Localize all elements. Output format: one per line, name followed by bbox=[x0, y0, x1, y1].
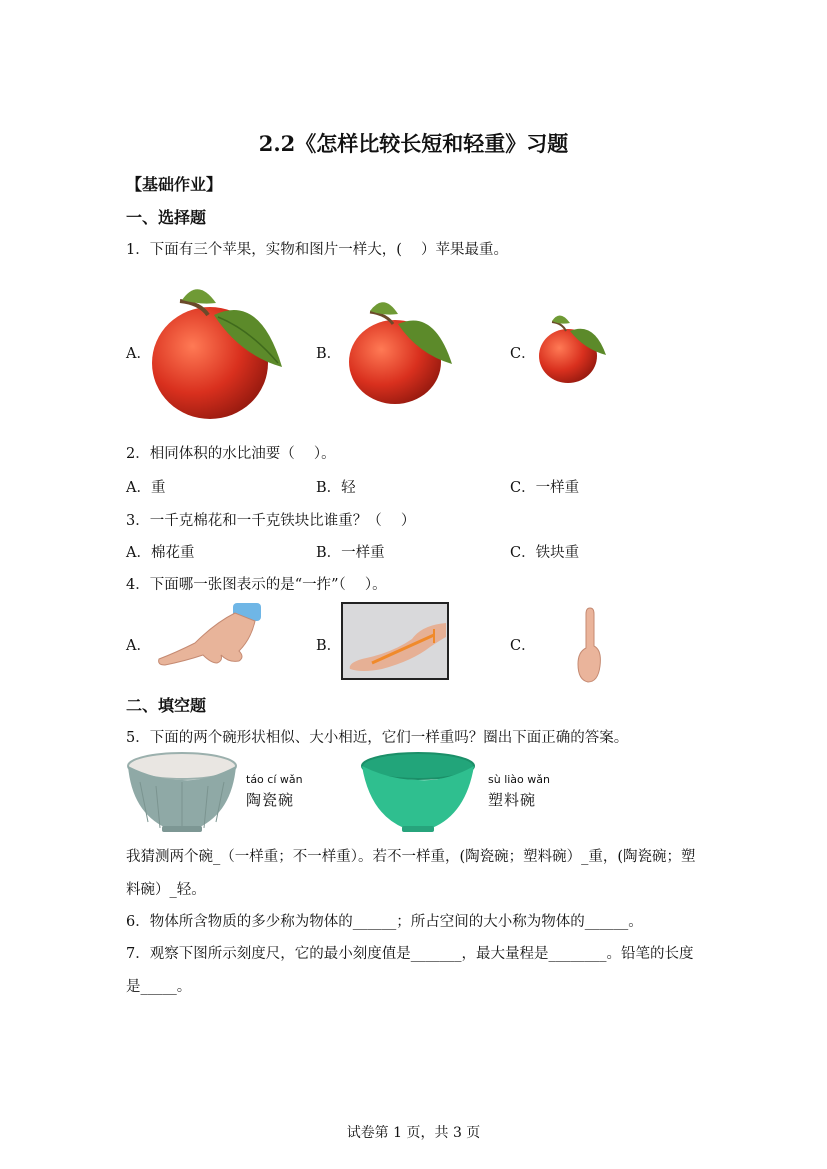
question-5: 5．下面的两个碗形状相似、大小相近，它们一样重吗？圈出下面正确的答案。 bbox=[126, 730, 629, 746]
q4-option-b: B． bbox=[316, 638, 342, 654]
q1-option-c: C． bbox=[510, 346, 536, 362]
question-6: 6．物体所含物质的多少称为物体的______；所占空间的大小称为物体的______。 bbox=[126, 914, 643, 930]
q1-option-b: B． bbox=[316, 346, 342, 362]
part2-heading: 二、填空题 bbox=[126, 696, 207, 715]
question-7-line-1: 7．观察下图所示刻度尺，它的最小刻度值是_______，最大量程是________。铅笔的长度 bbox=[126, 946, 694, 962]
medium-apple-image bbox=[348, 294, 458, 409]
question-7-line-2: 是_____。 bbox=[126, 979, 192, 995]
ceramic-bowl-pinyin: táo cí wǎn bbox=[246, 773, 303, 786]
hand-span-image bbox=[155, 603, 265, 669]
small-apple-image bbox=[538, 313, 613, 388]
q4-option-c: C． bbox=[510, 638, 536, 654]
question-1: 1．下面有三个苹果，实物和图片一样大，( ）苹果最重。 bbox=[126, 242, 508, 258]
plastic-bowl-pinyin: sù liào wǎn bbox=[488, 773, 550, 786]
question-2: 2．相同体积的水比油要（ ）。 bbox=[126, 446, 336, 462]
q1-option-a: A． bbox=[126, 346, 151, 362]
ceramic-bowl-image bbox=[126, 752, 238, 834]
forearm-image bbox=[342, 603, 448, 679]
q2-option-a: A．重 bbox=[126, 480, 166, 496]
question-5-answer-line-1: 我猜测两个碗_（一样重；不一样重）。若不一样重，(陶瓷碗；塑料碗）_重，(陶瓷碗；塑 bbox=[126, 849, 696, 865]
page-title: 2.2《怎样比较长短和轻重》习题 bbox=[258, 131, 569, 156]
section-basic-heading: 【基础作业】 bbox=[126, 175, 223, 194]
q4-option-a: A． bbox=[126, 638, 151, 654]
question-3: 3．一千克棉花和一千克铁块比谁重？（ ） bbox=[126, 513, 416, 529]
plastic-bowl-image bbox=[360, 752, 476, 834]
part1-heading: 一、选择题 bbox=[126, 208, 207, 227]
finger-image bbox=[574, 606, 604, 684]
q3-option-b: B．一样重 bbox=[316, 545, 385, 561]
q2-option-b: B．轻 bbox=[316, 480, 356, 496]
q2-option-c: C．一样重 bbox=[510, 480, 580, 496]
large-apple-image bbox=[150, 275, 290, 425]
question-4: 4．下面哪一张图表示的是“一拃”（ ）。 bbox=[126, 577, 387, 593]
q3-option-a: A．棉花重 bbox=[126, 545, 195, 561]
q3-option-c: C．铁块重 bbox=[510, 545, 580, 561]
ceramic-bowl-label: 陶瓷碗 bbox=[246, 791, 295, 809]
plastic-bowl-label: 塑料碗 bbox=[488, 791, 537, 809]
question-5-answer-line-2: 料碗）_轻。 bbox=[126, 882, 206, 898]
page-footer: 试卷第 1 页，共 3 页 bbox=[346, 1125, 481, 1141]
